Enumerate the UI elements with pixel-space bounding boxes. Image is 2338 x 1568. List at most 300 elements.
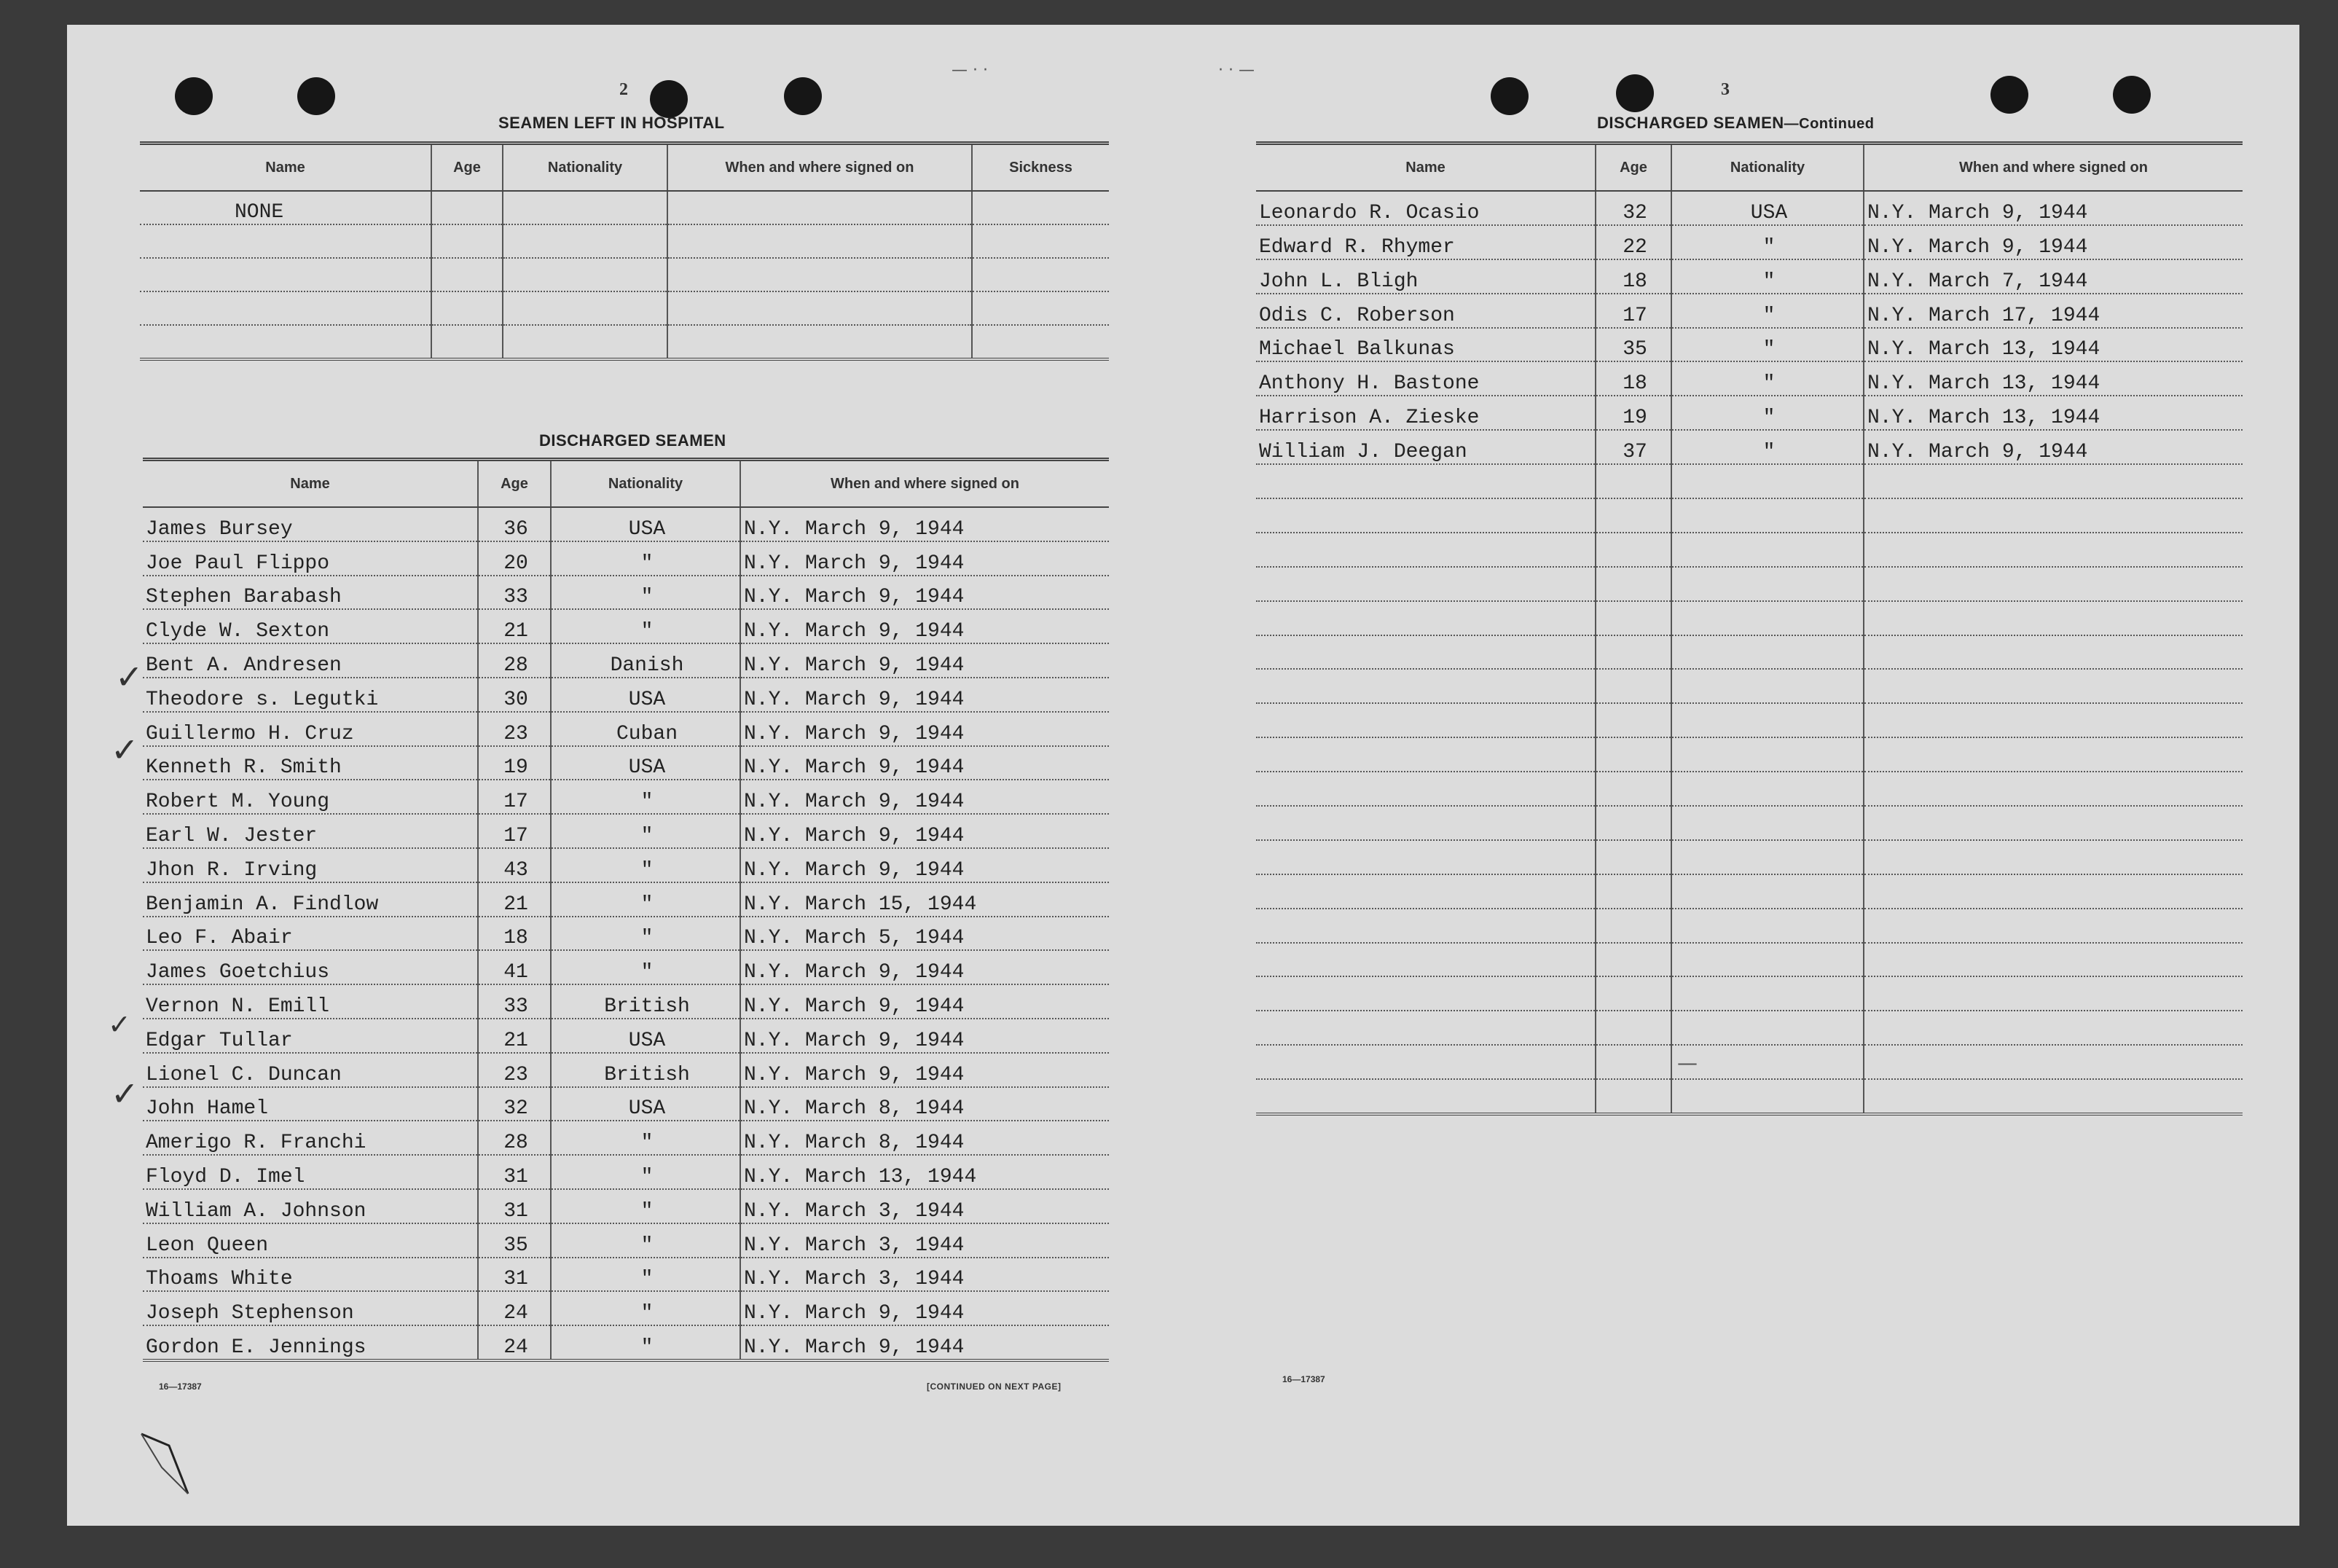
table-row <box>143 643 1109 678</box>
punch-hole-icon <box>297 77 335 115</box>
table-row <box>1256 1079 2243 1114</box>
signed-on-cell <box>1864 840 2243 874</box>
nationality-cell: " <box>551 814 740 848</box>
form-number-right: 16—17387 <box>1282 1374 1325 1384</box>
nationality-cell: " <box>551 780 740 814</box>
column-header: Sickness <box>972 144 1109 192</box>
age-cell: 18 <box>478 917 551 951</box>
age-cell: 37 <box>1596 430 1671 464</box>
age-cell: 20 <box>478 541 551 576</box>
table-row <box>1256 737 2243 772</box>
check-mark-icon: ✓ <box>108 1008 131 1040</box>
nationality-cell <box>503 258 667 291</box>
table-row <box>1256 1045 2243 1079</box>
name-cell: Theodore s. Legutki <box>143 678 478 712</box>
table-row <box>1256 294 2243 328</box>
age-cell <box>1596 1079 1671 1114</box>
age-cell <box>1596 772 1671 806</box>
nationality-cell: " <box>1671 328 1864 362</box>
nationality-cell <box>1671 943 1864 977</box>
age-cell: 22 <box>1596 225 1671 259</box>
name-cell <box>140 258 431 291</box>
age-cell: 36 <box>478 507 551 541</box>
nationality-cell <box>1671 1011 1864 1045</box>
nationality-cell <box>1671 669 1864 703</box>
name-cell: Kenneth R. Smith <box>143 746 478 780</box>
name-cell: Bent A. Andresen <box>143 643 478 678</box>
name-cell <box>140 325 431 359</box>
signed-on-cell <box>1864 737 2243 772</box>
table-row <box>140 191 1109 224</box>
name-cell <box>1256 635 1596 670</box>
column-header: When and where signed on <box>667 144 972 192</box>
signed-on-cell: N.Y. March 9, 1944 <box>740 746 1109 780</box>
name-cell: John Hamel <box>143 1087 478 1121</box>
name-cell <box>1256 737 1596 772</box>
name-cell: Amerigo R. Franchi <box>143 1121 478 1155</box>
table-row <box>143 1223 1109 1258</box>
check-mark-icon: ✓ <box>111 730 139 769</box>
age-cell <box>431 224 503 258</box>
punch-hole-icon <box>1491 77 1529 115</box>
name-cell: Michael Balkunas <box>1256 328 1596 362</box>
name-cell: William A. Johnson <box>143 1189 478 1223</box>
punch-hole-icon <box>1990 76 2028 114</box>
table-row <box>140 291 1109 325</box>
name-cell: Benjamin A. Findlow <box>143 882 478 917</box>
table-row <box>1256 464 2243 498</box>
signed-on-cell: N.Y. March 9, 1944 <box>740 984 1109 1019</box>
nationality-cell: British <box>551 984 740 1019</box>
table-row <box>1256 328 2243 362</box>
nationality-cell <box>503 291 667 325</box>
nationality-cell: " <box>1671 361 1864 396</box>
check-mark-icon: ✓ <box>115 657 144 697</box>
name-cell <box>140 291 431 325</box>
table-row <box>1256 703 2243 737</box>
signed-on-cell <box>667 291 972 325</box>
nationality-cell <box>1671 840 1864 874</box>
table-row <box>143 950 1109 984</box>
nationality-cell: " <box>551 848 740 882</box>
column-header: Name <box>1256 144 1596 192</box>
nationality-cell <box>1671 976 1864 1011</box>
signed-on-cell: N.Y. March 9, 1944 <box>740 1291 1109 1325</box>
name-cell: Gordon E. Jennings <box>143 1325 478 1360</box>
signed-on-cell: N.Y. March 13, 1944 <box>1864 361 2243 396</box>
nationality-cell: USA <box>1671 191 1864 225</box>
table-row <box>140 325 1109 359</box>
nationality-cell: " <box>551 1189 740 1223</box>
page-number-left: 2 <box>619 80 628 99</box>
name-cell: Edgar Tullar <box>143 1019 478 1053</box>
age-cell <box>431 325 503 359</box>
signed-on-cell <box>1864 1079 2243 1114</box>
nationality-cell: " <box>1671 225 1864 259</box>
signed-on-cell: N.Y. March 9, 1944 <box>1864 225 2243 259</box>
name-cell: NONE <box>140 191 431 224</box>
name-cell: Joe Paul Flippo <box>143 541 478 576</box>
folded-corner-icon <box>140 1431 191 1497</box>
table-row <box>143 541 1109 576</box>
signed-on-cell <box>1864 772 2243 806</box>
name-cell <box>1256 909 1596 943</box>
age-cell <box>1596 737 1671 772</box>
signed-on-cell: N.Y. March 9, 1944 <box>740 848 1109 882</box>
nationality-cell <box>1671 806 1864 840</box>
table-row <box>1256 943 2243 977</box>
document-sheet <box>67 25 2299 1526</box>
name-cell <box>1256 1079 1596 1114</box>
hospital-header-row <box>140 144 1109 192</box>
signed-on-cell: N.Y. March 13, 1944 <box>1864 328 2243 362</box>
table-row <box>143 917 1109 951</box>
signed-on-cell: N.Y. March 3, 1944 <box>740 1258 1109 1292</box>
signed-on-cell <box>1864 669 2243 703</box>
age-cell: 19 <box>478 746 551 780</box>
table-row <box>143 984 1109 1019</box>
nationality-cell: " <box>1671 430 1864 464</box>
page-number-right: 3 <box>1721 80 1730 99</box>
signed-on-cell <box>1864 498 2243 533</box>
name-cell <box>140 224 431 258</box>
nationality-cell: " <box>551 882 740 917</box>
signed-on-cell <box>1864 909 2243 943</box>
age-cell: 21 <box>478 1019 551 1053</box>
check-mark-icon: ✓ <box>111 1074 139 1113</box>
age-cell: 18 <box>1596 361 1671 396</box>
age-cell <box>1596 840 1671 874</box>
age-cell: 31 <box>478 1189 551 1223</box>
column-header: When and where signed on <box>1864 144 2243 192</box>
table-row <box>140 258 1109 291</box>
name-cell: Leo F. Abair <box>143 917 478 951</box>
table-row <box>143 746 1109 780</box>
nationality-cell: " <box>551 1291 740 1325</box>
nationality-cell <box>1671 533 1864 567</box>
name-cell: Joseph Stephenson <box>143 1291 478 1325</box>
name-cell: Stephen Barabash <box>143 576 478 610</box>
name-cell: Vernon N. Emill <box>143 984 478 1019</box>
table-row <box>1256 361 2243 396</box>
age-cell: 33 <box>478 576 551 610</box>
table-row <box>143 576 1109 610</box>
signed-on-cell: N.Y. March 9, 1944 <box>740 1053 1109 1087</box>
nationality-cell: USA <box>551 678 740 712</box>
age-cell: 17 <box>478 780 551 814</box>
name-cell: Floyd D. Imel <box>143 1155 478 1189</box>
hospital-table <box>140 141 1109 361</box>
table-row <box>1256 601 2243 635</box>
age-cell: 23 <box>478 1053 551 1087</box>
discharged-header-row <box>143 460 1109 508</box>
signed-on-cell: N.Y. March 9, 1944 <box>740 609 1109 643</box>
column-header: Name <box>140 144 431 192</box>
age-cell <box>1596 976 1671 1011</box>
nationality-cell <box>1671 737 1864 772</box>
table-row <box>143 1087 1109 1121</box>
column-header: When and where signed on <box>740 460 1109 508</box>
age-cell: 32 <box>478 1087 551 1121</box>
signed-on-cell: N.Y. March 9, 1944 <box>740 780 1109 814</box>
nationality-cell: " <box>551 1223 740 1258</box>
table-row <box>1256 396 2243 430</box>
table-row <box>1256 976 2243 1011</box>
name-cell: Clyde W. Sexton <box>143 609 478 643</box>
nationality-cell <box>1671 909 1864 943</box>
signed-on-cell: N.Y. March 9, 1944 <box>740 678 1109 712</box>
column-header: Nationality <box>503 144 667 192</box>
age-cell: 28 <box>478 643 551 678</box>
name-cell <box>1256 1011 1596 1045</box>
name-cell: Robert M. Young <box>143 780 478 814</box>
punch-hole-icon <box>650 80 688 118</box>
age-cell <box>1596 909 1671 943</box>
name-cell <box>1256 464 1596 498</box>
table-row <box>143 882 1109 917</box>
nationality-cell <box>1671 498 1864 533</box>
stray-mark: — <box>1677 1051 1698 1075</box>
discharged-table-left <box>143 458 1109 1362</box>
signed-on-cell: N.Y. March 9, 1944 <box>740 950 1109 984</box>
table-row <box>1256 533 2243 567</box>
nationality-cell: USA <box>551 1087 740 1121</box>
nationality-cell <box>1671 635 1864 670</box>
nationality-cell <box>503 325 667 359</box>
form-number-left: 16—17387 <box>159 1381 202 1392</box>
signed-on-cell: N.Y. March 7, 1944 <box>1864 259 2243 294</box>
nationality-cell: " <box>551 576 740 610</box>
nationality-cell: " <box>551 541 740 576</box>
name-cell: Anthony H. Bastone <box>1256 361 1596 396</box>
table-row <box>143 1258 1109 1292</box>
signed-on-cell <box>1864 533 2243 567</box>
name-cell: Earl W. Jester <box>143 814 478 848</box>
age-cell: 23 <box>478 712 551 746</box>
nationality-cell: USA <box>551 746 740 780</box>
name-cell <box>1256 840 1596 874</box>
signed-on-cell: N.Y. March 9, 1944 <box>740 814 1109 848</box>
nationality-cell <box>1671 464 1864 498</box>
nationality-cell <box>1671 601 1864 635</box>
age-cell <box>1596 567 1671 601</box>
sickness-cell <box>972 224 1109 258</box>
column-header: Age <box>478 460 551 508</box>
table-row <box>1256 772 2243 806</box>
nationality-cell: " <box>551 917 740 951</box>
name-cell: James Bursey <box>143 507 478 541</box>
signed-on-cell: N.Y. March 9, 1944 <box>740 576 1109 610</box>
nationality-cell <box>1671 772 1864 806</box>
name-cell: James Goetchius <box>143 950 478 984</box>
age-cell <box>1596 635 1671 670</box>
column-header: Nationality <box>1671 144 1864 192</box>
age-cell <box>1596 669 1671 703</box>
name-cell <box>1256 976 1596 1011</box>
sickness-cell <box>972 191 1109 224</box>
name-cell <box>1256 943 1596 977</box>
signed-on-cell: N.Y. March 5, 1944 <box>740 917 1109 951</box>
age-cell: 21 <box>478 609 551 643</box>
age-cell: 31 <box>478 1155 551 1189</box>
discharged-continued-title <box>1597 114 1875 133</box>
table-row <box>1256 430 2243 464</box>
nationality-cell: USA <box>551 507 740 541</box>
table-row <box>143 814 1109 848</box>
nationality-cell <box>1671 567 1864 601</box>
stray-mark: — · · <box>952 61 988 79</box>
table-row <box>1256 874 2243 909</box>
name-cell: Leonardo R. Ocasio <box>1256 191 1596 225</box>
nationality-cell: Danish <box>551 643 740 678</box>
sickness-cell <box>972 291 1109 325</box>
signed-on-cell: N.Y. March 9, 1944 <box>740 1325 1109 1360</box>
table-row <box>143 848 1109 882</box>
age-cell: 18 <box>1596 259 1671 294</box>
age-cell <box>1596 943 1671 977</box>
name-cell: Edward R. Rhymer <box>1256 225 1596 259</box>
signed-on-cell: N.Y. March 13, 1944 <box>740 1155 1109 1189</box>
age-cell <box>1596 1011 1671 1045</box>
table-row <box>1256 191 2243 225</box>
signed-on-cell: N.Y. March 9, 1944 <box>1864 191 2243 225</box>
table-row <box>1256 567 2243 601</box>
discharged-continued-header-row <box>1256 144 2243 192</box>
signed-on-cell <box>667 191 972 224</box>
sickness-cell <box>972 325 1109 359</box>
table-row <box>1256 225 2243 259</box>
discharged-section-title: DISCHARGED SEAMEN <box>539 431 726 450</box>
name-cell: William J. Deegan <box>1256 430 1596 464</box>
column-header: Name <box>143 460 478 508</box>
punch-hole-icon <box>2113 76 2151 114</box>
nationality-cell: USA <box>551 1019 740 1053</box>
nationality-cell <box>1671 703 1864 737</box>
signed-on-cell: N.Y. March 3, 1944 <box>740 1223 1109 1258</box>
age-cell: 32 <box>1596 191 1671 225</box>
table-row <box>143 1121 1109 1155</box>
name-cell: Jhon R. Irving <box>143 848 478 882</box>
signed-on-cell <box>1864 1045 2243 1079</box>
name-cell: John L. Bligh <box>1256 259 1596 294</box>
age-cell <box>1596 806 1671 840</box>
signed-on-cell: N.Y. March 15, 1944 <box>740 882 1109 917</box>
sickness-cell <box>972 258 1109 291</box>
punch-hole-icon <box>1616 74 1654 112</box>
age-cell: 41 <box>478 950 551 984</box>
signed-on-cell: N.Y. March 9, 1944 <box>740 643 1109 678</box>
age-cell: 17 <box>478 814 551 848</box>
age-cell: 30 <box>478 678 551 712</box>
age-cell: 43 <box>478 848 551 882</box>
age-cell <box>1596 601 1671 635</box>
column-header: Age <box>431 144 503 192</box>
table-row <box>143 780 1109 814</box>
age-cell <box>431 291 503 325</box>
table-row <box>1256 840 2243 874</box>
age-cell: 35 <box>1596 328 1671 362</box>
nationality-cell: British <box>551 1053 740 1087</box>
nationality-cell: " <box>551 1325 740 1360</box>
signed-on-cell <box>1864 635 2243 670</box>
hospital-section-title: SEAMEN LEFT IN HOSPITAL <box>498 114 725 132</box>
nationality-cell: " <box>551 950 740 984</box>
age-cell: 21 <box>478 882 551 917</box>
age-cell <box>431 258 503 291</box>
signed-on-cell <box>667 258 972 291</box>
table-row <box>1256 909 2243 943</box>
column-header: Age <box>1596 144 1671 192</box>
nationality-cell: " <box>551 609 740 643</box>
signed-on-cell <box>1864 976 2243 1011</box>
signed-on-cell <box>1864 703 2243 737</box>
name-cell: Guillermo H. Cruz <box>143 712 478 746</box>
nationality-cell <box>1671 1045 1864 1079</box>
signed-on-cell <box>1864 567 2243 601</box>
table-row <box>1256 1011 2243 1045</box>
nationality-cell: " <box>1671 294 1864 328</box>
table-row <box>1256 635 2243 670</box>
table-row <box>1256 669 2243 703</box>
age-cell <box>1596 498 1671 533</box>
table-row <box>143 1291 1109 1325</box>
name-cell <box>1256 703 1596 737</box>
signed-on-cell <box>1864 601 2243 635</box>
table-row <box>140 224 1109 258</box>
age-cell: 33 <box>478 984 551 1019</box>
signed-on-cell: N.Y. March 9, 1944 <box>740 507 1109 541</box>
name-cell <box>1256 498 1596 533</box>
nationality-cell <box>1671 1079 1864 1114</box>
name-cell <box>1256 601 1596 635</box>
name-cell <box>1256 806 1596 840</box>
age-cell: 19 <box>1596 396 1671 430</box>
age-cell: 35 <box>478 1223 551 1258</box>
name-cell: Lionel C. Duncan <box>143 1053 478 1087</box>
table-row <box>1256 806 2243 840</box>
title-suffix: —Continued <box>1784 116 1875 132</box>
nationality-cell <box>503 224 667 258</box>
age-cell: 24 <box>478 1291 551 1325</box>
punch-hole-icon <box>784 77 822 115</box>
age-cell <box>1596 533 1671 567</box>
name-cell: Harrison A. Zieske <box>1256 396 1596 430</box>
age-cell <box>1596 703 1671 737</box>
age-cell <box>1596 464 1671 498</box>
nationality-cell <box>503 191 667 224</box>
signed-on-cell <box>667 224 972 258</box>
table-row <box>143 507 1109 541</box>
age-cell <box>431 191 503 224</box>
nationality-cell: Cuban <box>551 712 740 746</box>
age-cell: 31 <box>478 1258 551 1292</box>
nationality-cell: " <box>551 1258 740 1292</box>
table-row <box>143 1155 1109 1189</box>
stray-mark: · · — <box>1218 61 1255 79</box>
nationality-cell: " <box>551 1121 740 1155</box>
table-row <box>143 1325 1109 1360</box>
nationality-cell <box>1671 874 1864 909</box>
signed-on-cell <box>1864 464 2243 498</box>
title-main: DISCHARGED SEAMEN <box>1597 114 1784 132</box>
signed-on-cell: N.Y. March 17, 1944 <box>1864 294 2243 328</box>
name-cell: Odis C. Roberson <box>1256 294 1596 328</box>
signed-on-cell: N.Y. March 9, 1944 <box>740 1019 1109 1053</box>
nationality-cell: " <box>1671 259 1864 294</box>
table-row <box>143 1189 1109 1223</box>
nationality-cell: " <box>1671 396 1864 430</box>
signed-on-cell <box>1864 1011 2243 1045</box>
